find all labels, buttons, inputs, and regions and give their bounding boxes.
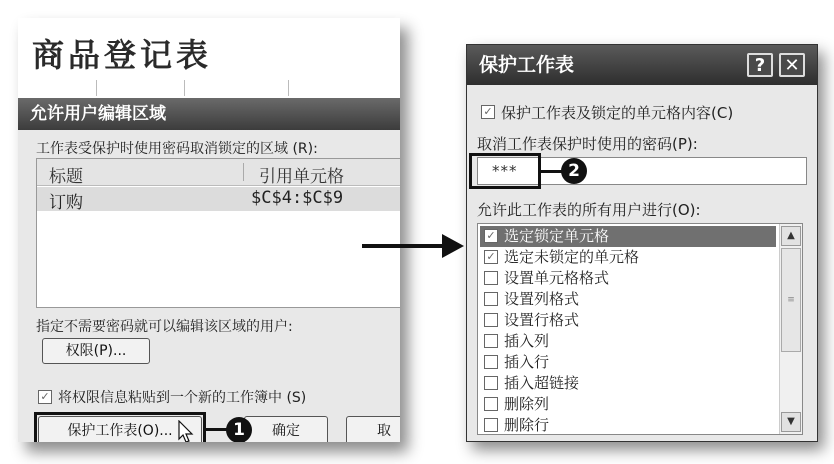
checkbox[interactable] [484,418,498,432]
list-item[interactable] [480,415,776,435]
arrow-shaft [362,244,444,248]
help-icon[interactable]: ? [747,53,773,77]
checkbox[interactable] [484,355,498,369]
callout-connector-2 [539,170,563,173]
ok-button[interactable]: 确定 [244,416,328,442]
callout-number-1: 1 [226,417,252,442]
dialog-title: 允许用户编辑区域 [18,98,400,130]
list-item-label: 插入行 [504,353,550,371]
list-item-label: 插入列 [504,332,550,350]
callout-highlight-2 [469,153,541,189]
sheet-gridline [96,80,97,96]
ranges-header [37,159,400,186]
table-row[interactable] [37,187,400,211]
range-ref-cell: $C$4:$C$9 [251,188,344,208]
allow-edit-ranges-dialog [18,98,400,442]
dialog-title: 保护工作表 [467,45,817,85]
checkbox[interactable] [484,397,498,411]
left-window [18,18,400,442]
column-header-ref[interactable]: 引用单元格 [259,167,344,187]
sheet-gridline [288,80,289,96]
range-title-cell: 订购 [49,193,83,213]
list-item-label: 选定未锁定的单元格 [504,248,640,266]
checkbox[interactable] [484,334,498,348]
list-item[interactable] [480,394,776,415]
list-item[interactable] [480,373,776,394]
column-header-title[interactable]: 标题 [49,167,83,187]
column-separator [243,163,244,181]
list-item-label: 设置单元格格式 [504,269,610,287]
paste-permissions-checkbox[interactable]: ✓ [38,390,52,404]
callout-number-2: 2 [561,158,587,184]
checkbox[interactable] [484,313,498,327]
list-item-label: 删除行 [504,416,550,434]
list-item-label: 设置行格式 [504,311,580,329]
list-item-label: 选定锁定单元格 [504,227,610,245]
checkbox[interactable] [484,292,498,306]
list-item[interactable] [480,310,776,331]
checkbox[interactable] [484,376,498,390]
protect-sheet-button[interactable]: 保护工作表(O)... [38,416,202,442]
protect-contents-checkbox[interactable]: ✓ [481,105,495,119]
sheet-title: 商品登记表 [32,36,213,74]
scroll-thumb[interactable]: ≡ [781,248,801,352]
arrow-right-icon [442,234,464,258]
checkbox[interactable]: ✓ [484,250,498,264]
users-label: 指定不需要密码就可以编辑该区域的用户: [36,319,293,335]
password-label: 取消工作表保护时使用的密码(P): [477,135,698,153]
password-value: *** [492,162,518,180]
list-item[interactable] [480,352,776,373]
ranges-list[interactable] [36,158,400,308]
list-item-label: 设置列格式 [504,290,580,308]
scroll-down-icon[interactable]: ▼ [781,412,801,432]
list-item[interactable] [480,289,776,310]
permissions-list[interactable] [477,223,803,435]
list-item[interactable] [480,247,776,268]
protect-contents-label: 保护工作表及锁定的单元格内容(C) [501,104,734,122]
scrollbar[interactable] [779,224,802,434]
callout-highlight-1 [34,412,206,442]
permissions-button[interactable]: 权限(P)... [42,338,150,364]
permissions-label: 允许此工作表的所有用户进行(O): [477,201,701,219]
protect-sheet-dialog [466,44,818,442]
close-icon[interactable]: ✕ [779,53,805,77]
sheet-gridline [184,80,185,96]
list-item[interactable] [480,268,776,289]
ranges-label: 工作表受保护时使用密码取消锁定的区域 (R): [36,141,318,157]
paste-permissions-label: 将权限信息粘贴到一个新的工作簿中 (S) [58,390,307,406]
checkbox[interactable]: ✓ [484,229,498,243]
cancel-button[interactable]: 取 [346,416,400,442]
list-item-label: 插入超链接 [504,374,580,392]
list-item[interactable] [480,331,776,352]
list-item-label: 删除列 [504,395,550,413]
scroll-up-icon[interactable]: ▲ [781,226,801,246]
list-item[interactable] [480,226,776,247]
checkbox[interactable] [484,271,498,285]
